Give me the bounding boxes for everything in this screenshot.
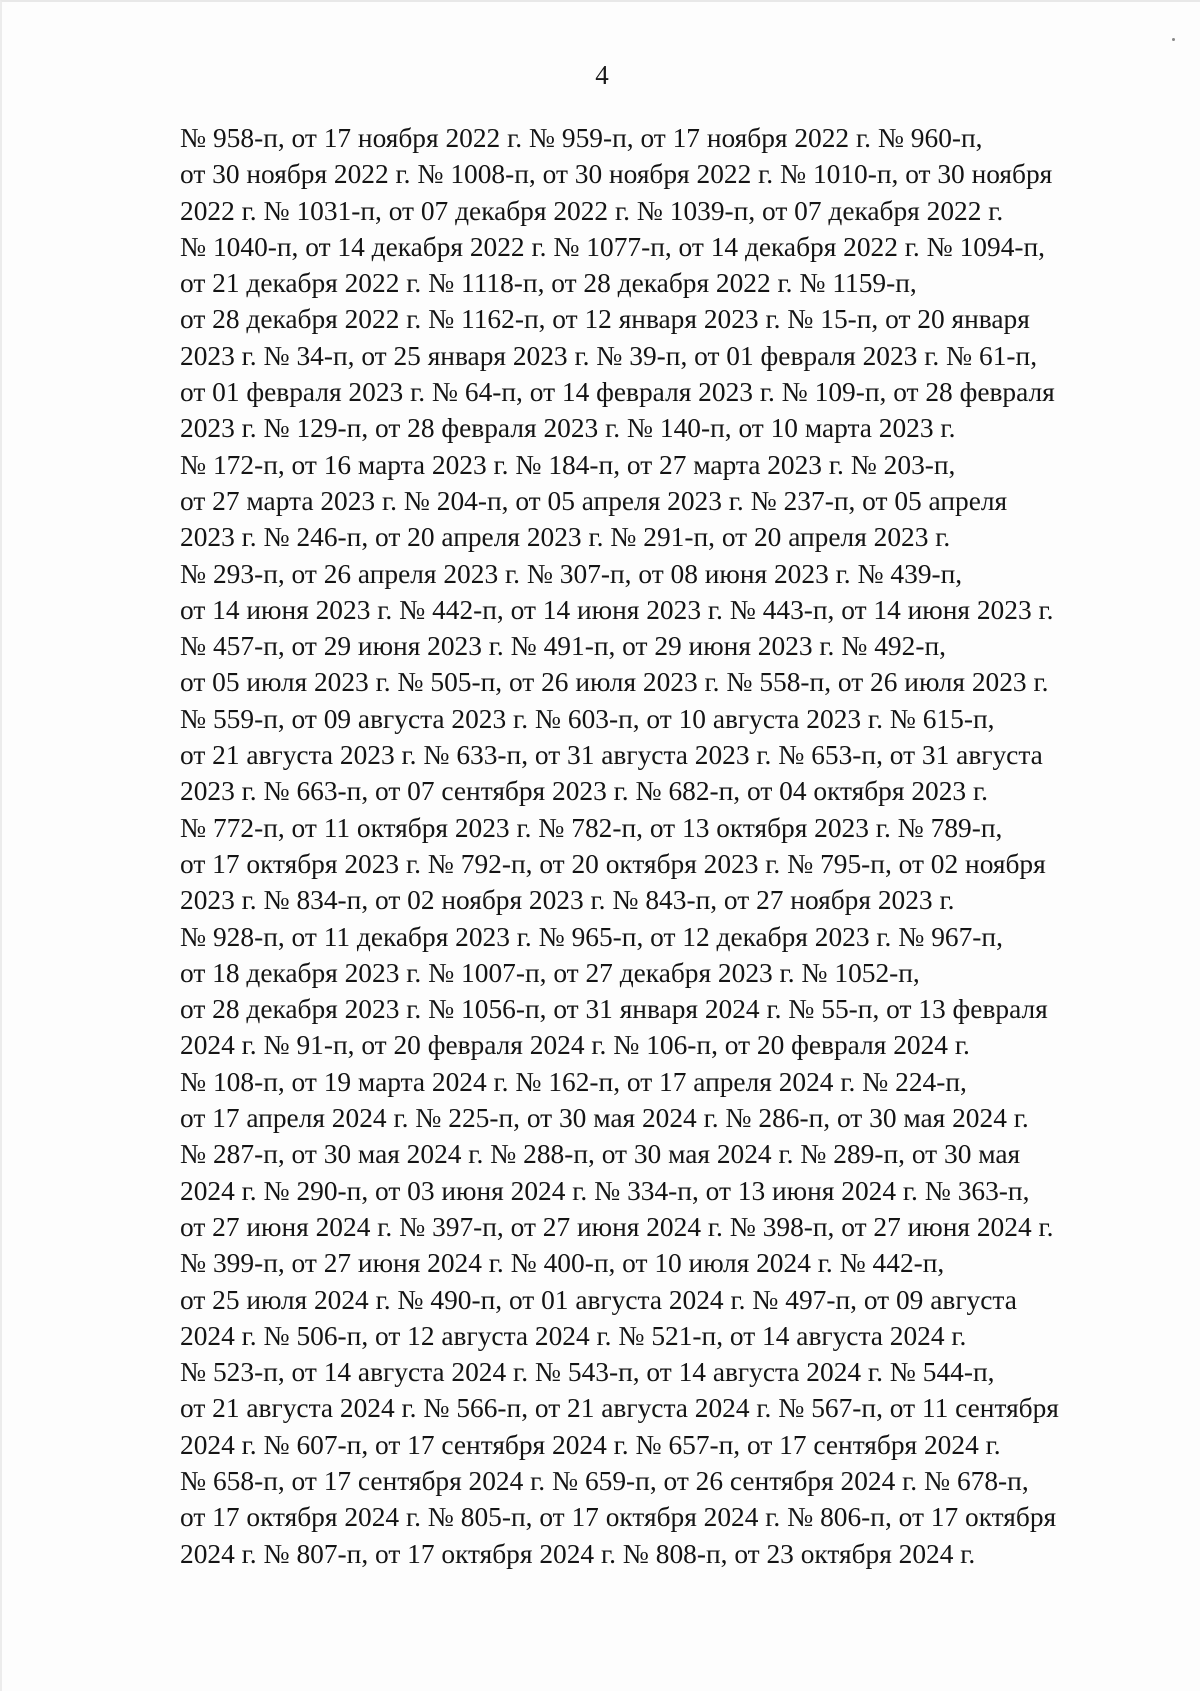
text-line: от 05 июля 2023 г. № 505-п, от 26 июля 2023 г. № 558-п, от 26 июля 2023 г.: [180, 667, 1049, 698]
text-line: от 18 декабря 2023 г. № 1007-п, от 27 декабря 2023 г. № 1052-п,: [180, 957, 920, 988]
text-line: от 25 июля 2024 г. № 490-п, от 01 августа 2024 г. № 497-п, от 09 августа: [180, 1284, 1017, 1315]
text-line: № 928-п, от 11 декабря 2023 г. № 965-п, от 12 декабря 2023 г. № 967-п,: [180, 921, 1003, 952]
text-line: от 21 августа 2023 г. № 633-п, от 31 августа 2023 г. № 653-п, от 31 августа: [180, 740, 1043, 771]
text-line: от 30 ноября 2022 г. № 1008-п, от 30 ноября 2022 г. № 1010-п, от 30 ноября: [180, 159, 1053, 190]
text-line: № 772-п, от 11 октября 2023 г. № 782-п, от 13 октября 2023 г. № 789-п,: [180, 812, 1003, 843]
text-line: № 287-п, от 30 мая 2024 г. № 288-п, от 30 мая 2024 г. № 289-п, от 30 мая: [180, 1139, 1021, 1170]
text-line: № 399-п, от 27 июня 2024 г. № 400-п, от 10 июля 2024 г. № 442-п,: [180, 1248, 945, 1279]
text-line: 2024 г. № 607-п, от 17 сентября 2024 г. № 657-п, от 17 сентября 2024 г.: [180, 1429, 1001, 1460]
text-line: 2024 г. № 807-п, от 17 октября 2024 г. № 808-п, от 23 октября 2024 г.: [180, 1538, 976, 1569]
text-line: № 958-п, от 17 ноября 2022 г. № 959-п, от 17 ноября 2022 г. № 960-п,: [180, 123, 983, 153]
text-line: от 01 февраля 2023 г. № 64-п, от 14 февраля 2023 г. № 109-п, от 28 февраля: [180, 377, 1055, 408]
text-line: от 17 апреля 2024 г. № 225-п, от 30 мая 2024 г. № 286-п, от 30 мая 2024 г.: [180, 1103, 1029, 1134]
text-line: № 457-п, от 29 июня 2023 г. № 491-п, от 29 июня 2023 г. № 492-п,: [180, 631, 946, 662]
text-line: 2024 г. № 290-п, от 03 июня 2024 г. № 334-п, от 13 июня 2024 г. № 363-п,: [180, 1175, 1030, 1206]
text-line: 2024 г. № 506-п, от 12 августа 2024 г. № 521-п, от 14 августа 2024 г.: [180, 1320, 967, 1351]
text-line: от 21 августа 2024 г. № 566-п, от 21 августа 2024 г. № 567-п, от 11 сентября: [180, 1393, 1059, 1424]
scan-speck: [1172, 38, 1175, 41]
text-line: № 523-п, от 14 августа 2024 г. № 543-п, от 14 августа 2024 г. № 544-п,: [180, 1357, 995, 1388]
text-line: 2024 г. № 91-п, от 20 февраля 2024 г. № 106-п, от 20 февраля 2024 г.: [180, 1030, 970, 1061]
text-line: от 27 июня 2024 г. № 397-п, от 27 июня 2024 г. № 398-п, от 27 июня 2024 г.: [180, 1211, 1054, 1242]
text-line: № 1040-п, от 14 декабря 2022 г. № 1077-п, от 14 декабря 2022 г. № 1094-п,: [180, 231, 1046, 262]
text-line: 2023 г. № 663-п, от 07 сентября 2023 г. № 682-п, от 04 октября 2023 г.: [180, 776, 988, 807]
text-line: от 14 июня 2023 г. № 442-п, от 14 июня 2023 г. № 443-п, от 14 июня 2023 г.: [180, 594, 1054, 625]
text-line: 2023 г. № 34-п, от 25 января 2023 г. № 39-п, от 01 февраля 2023 г. № 61-п,: [180, 340, 1038, 371]
text-line: 2022 г. № 1031-п, от 07 декабря 2022 г. № 1039-п, от 07 декабря 2022 г.: [180, 195, 1004, 226]
text-line: № 559-п, от 09 августа 2023 г. № 603-п, от 10 августа 2023 г. № 615-п,: [180, 703, 995, 734]
page-number: 4: [595, 60, 609, 90]
text-line: 2023 г. № 834-п, от 02 ноября 2023 г. № 843-п, от 27 ноября 2023 г.: [180, 885, 955, 916]
text-line: № 293-п, от 26 апреля 2023 г. № 307-п, от 08 июня 2023 г. № 439-п,: [180, 558, 963, 589]
text-line: от 28 декабря 2022 г. № 1162-п, от 12 января 2023 г. № 15-п, от 20 января: [180, 304, 1030, 335]
text-line: 2023 г. № 129-п, от 28 февраля 2023 г. № 140-п, от 10 марта 2023 г.: [180, 413, 956, 444]
text-line: от 27 марта 2023 г. № 204-п, от 05 апреля 2023 г. № 237-п, от 05 апреля: [180, 485, 1008, 516]
text-line: от 17 октября 2024 г. № 805-п, от 17 октября 2024 г. № 806-п, от 17 октября: [180, 1502, 1057, 1533]
text-line: № 658-п, от 17 сентября 2024 г. № 659-п, от 26 сентября 2024 г. № 678-п,: [180, 1465, 1029, 1496]
text-line: 2023 г. № 246-п, от 20 апреля 2023 г. № 291-п, от 20 апреля 2023 г.: [180, 522, 951, 553]
text-line: № 172-п, от 16 марта 2023 г. № 184-п, от 27 марта 2023 г. № 203-п,: [180, 449, 956, 480]
body-text: [180, 120, 1088, 1572]
text-line: от 28 декабря 2023 г. № 1056-п, от 31 января 2024 г. № 55-п, от 13 февраля: [180, 994, 1048, 1025]
text-line: № 108-п, от 19 марта 2024 г. № 162-п, от 17 апреля 2024 г. № 224-п,: [180, 1066, 967, 1097]
text-line: от 21 декабря 2022 г. № 1118-п, от 28 декабря 2022 г. № 1159-п,: [180, 268, 917, 299]
text-line: от 17 октября 2023 г. № 792-п, от 20 октября 2023 г. № 795-п, от 02 ноября: [180, 848, 1046, 879]
